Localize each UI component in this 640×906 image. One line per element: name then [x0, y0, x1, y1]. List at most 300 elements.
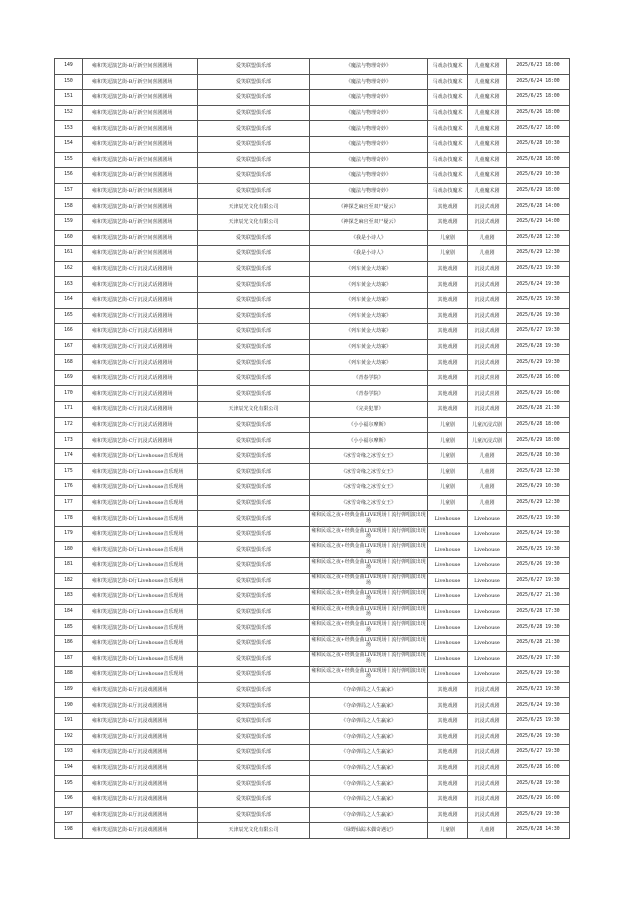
- row-number-cell: 166: [55, 324, 83, 340]
- table-row: [55, 277, 570, 293]
- category-cell: Livehouse: [428, 589, 468, 605]
- category-cell: 其他戏剧: [428, 339, 468, 355]
- venue-cell: 雍和笑逗演艺街-E厅沉浸戏剧剧场: [83, 745, 198, 761]
- table-row: [55, 573, 570, 589]
- showtime-cell: 2025/6/28 19:30: [507, 620, 570, 636]
- row-number-cell: 167: [55, 339, 83, 355]
- row-number-cell: 178: [55, 511, 83, 527]
- showtime-cell: 2025/6/28 16:00: [507, 370, 570, 386]
- show-title-cell: 《神探芝麻官至双尸疑云》: [310, 214, 428, 230]
- row-number-cell: 179: [55, 526, 83, 542]
- organizer-cell: 爱笑联盟俱乐部: [198, 495, 310, 511]
- show-title-cell: 雍和民谣之夜+经典金曲LIVE现场丨流行弹唱演出现场: [310, 667, 428, 683]
- venue-cell: 雍和笑逗演艺街-C厅沉浸式话剧剧场: [83, 292, 198, 308]
- show-title-cell: 《夺命弹局之人生赢家》: [310, 776, 428, 792]
- organizer-cell: 爱笑联盟俱乐部: [198, 277, 310, 293]
- table-row: [55, 246, 570, 262]
- venue-cell: 雍和笑逗演艺街-E厅沉浸戏剧剧场: [83, 682, 198, 698]
- show-title-cell: 《列车黄金大劫案》: [310, 324, 428, 340]
- table-row: [55, 355, 570, 371]
- subtype-cell: 儿童剧: [468, 823, 507, 839]
- showtime-cell: 2025/6/25 19:30: [507, 292, 570, 308]
- row-number-cell: 185: [55, 620, 83, 636]
- table-row: [55, 464, 570, 480]
- category-cell: 马戏杂技魔术: [428, 121, 468, 137]
- organizer-cell: 天津辰光文化有限公司: [198, 214, 310, 230]
- show-title-cell: 《夺命弹局之人生赢家》: [310, 682, 428, 698]
- organizer-cell: 爱笑联盟俱乐部: [198, 589, 310, 605]
- organizer-cell: 爱笑联盟俱乐部: [198, 745, 310, 761]
- venue-cell: 雍和笑逗演艺街-D厅Livehouse音乐现场: [83, 589, 198, 605]
- show-title-cell: 《列车黄金大劫案》: [310, 308, 428, 324]
- venue-cell: 雍和笑逗演艺街-C厅沉浸式话剧剧场: [83, 355, 198, 371]
- show-title-cell: 雍和民谣之夜+经典金曲LIVE现场丨流行弹唱演出现场: [310, 620, 428, 636]
- organizer-cell: 爱笑联盟俱乐部: [198, 760, 310, 776]
- category-cell: 其他戏剧: [428, 402, 468, 418]
- subtype-cell: Livehouse: [468, 589, 507, 605]
- row-number-cell: 170: [55, 386, 83, 402]
- table-row: [55, 152, 570, 168]
- venue-cell: 雍和笑逗演艺街-B厅新空间喜剧剧场: [83, 168, 198, 184]
- subtype-cell: 儿童魔术剧: [468, 183, 507, 199]
- category-cell: 马戏杂技魔术: [428, 105, 468, 121]
- category-cell: 其他戏剧: [428, 199, 468, 215]
- venue-cell: 雍和笑逗演艺街-B厅新空间喜剧剧场: [83, 214, 198, 230]
- show-title-cell: 《青春学院》: [310, 370, 428, 386]
- organizer-cell: 爱笑联盟俱乐部: [198, 511, 310, 527]
- subtype-cell: 沉浸式戏剧: [468, 199, 507, 215]
- show-title-cell: 《绿野仙踪木偶奇遇记》: [310, 823, 428, 839]
- table-row: [55, 511, 570, 527]
- showtime-cell: 2025/6/23 18:00: [507, 59, 570, 75]
- row-number-cell: 160: [55, 230, 83, 246]
- row-number-cell: 193: [55, 745, 83, 761]
- venue-cell: 雍和笑逗演艺街-D厅Livehouse音乐现场: [83, 573, 198, 589]
- category-cell: Livehouse: [428, 558, 468, 574]
- show-title-cell: 《冰雪奇缘之冰雪女王》: [310, 480, 428, 496]
- showtime-cell: 2025/6/24 19:30: [507, 277, 570, 293]
- organizer-cell: 爱笑联盟俱乐部: [198, 183, 310, 199]
- row-number-cell: 190: [55, 698, 83, 714]
- subtype-cell: Livehouse: [468, 558, 507, 574]
- venue-cell: 雍和笑逗演艺街-D厅Livehouse音乐现场: [83, 495, 198, 511]
- organizer-cell: 爱笑联盟俱乐部: [198, 635, 310, 651]
- table-row: [55, 433, 570, 449]
- table-row: [55, 230, 570, 246]
- show-title-cell: 《列车黄金大劫案》: [310, 355, 428, 371]
- table-row: [55, 199, 570, 215]
- row-number-cell: 177: [55, 495, 83, 511]
- venue-cell: 雍和笑逗演艺街-B厅新空间喜剧剧场: [83, 90, 198, 106]
- table-row: [55, 386, 570, 402]
- showtime-cell: 2025/6/25 19:30: [507, 713, 570, 729]
- category-cell: Livehouse: [428, 542, 468, 558]
- table-row: [55, 90, 570, 106]
- organizer-cell: 爱笑联盟俱乐部: [198, 776, 310, 792]
- subtype-cell: 儿童剧: [468, 230, 507, 246]
- category-cell: 马戏杂技魔术: [428, 168, 468, 184]
- showtime-cell: 2025/6/27 18:00: [507, 121, 570, 137]
- show-title-cell: 《魔法与物理奇妙》: [310, 136, 428, 152]
- category-cell: 其他戏剧: [428, 760, 468, 776]
- subtype-cell: 儿童魔术剧: [468, 59, 507, 75]
- venue-cell: 雍和笑逗演艺街-D厅Livehouse音乐现场: [83, 635, 198, 651]
- row-number-cell: 162: [55, 261, 83, 277]
- show-title-cell: 《冰雪奇缘之冰雪女王》: [310, 464, 428, 480]
- category-cell: 其他戏剧: [428, 386, 468, 402]
- show-title-cell: 《魔法与物理奇妙》: [310, 121, 428, 137]
- showtime-cell: 2025/6/28 21:30: [507, 635, 570, 651]
- subtype-cell: 沉浸式戏剧: [468, 807, 507, 823]
- row-number-cell: 157: [55, 183, 83, 199]
- show-title-cell: 《青春学院》: [310, 386, 428, 402]
- organizer-cell: 天津辰光文化有限公司: [198, 199, 310, 215]
- organizer-cell: 爱笑联盟俱乐部: [198, 370, 310, 386]
- show-title-cell: 《我是小诗人》: [310, 246, 428, 262]
- organizer-cell: 天津辰光文化有限公司: [198, 402, 310, 418]
- show-title-cell: 雍和民谣之夜+经典金曲LIVE现场丨流行弹唱演出现场: [310, 542, 428, 558]
- venue-cell: 雍和笑逗演艺街-E厅沉浸戏剧剧场: [83, 791, 198, 807]
- show-title-cell: 《神探芝麻官至双尸疑云》: [310, 199, 428, 215]
- row-number-cell: 159: [55, 214, 83, 230]
- show-title-cell: 《魔法与物理奇妙》: [310, 74, 428, 90]
- organizer-cell: 爱笑联盟俱乐部: [198, 121, 310, 137]
- venue-cell: 雍和笑逗演艺街-B厅新空间喜剧剧场: [83, 105, 198, 121]
- venue-cell: 雍和笑逗演艺街-E厅沉浸戏剧剧场: [83, 729, 198, 745]
- venue-cell: 雍和笑逗演艺街-D厅Livehouse音乐现场: [83, 604, 198, 620]
- table-row: [55, 214, 570, 230]
- category-cell: Livehouse: [428, 667, 468, 683]
- category-cell: 马戏杂技魔术: [428, 136, 468, 152]
- organizer-cell: 爱笑联盟俱乐部: [198, 651, 310, 667]
- show-title-cell: 《夺命弹局之人生赢家》: [310, 698, 428, 714]
- venue-cell: 雍和笑逗演艺街-C厅沉浸式话剧剧场: [83, 386, 198, 402]
- category-cell: 其他戏剧: [428, 698, 468, 714]
- category-cell: Livehouse: [428, 511, 468, 527]
- subtype-cell: 沉浸式戏剧: [468, 791, 507, 807]
- organizer-cell: 爱笑联盟俱乐部: [198, 230, 310, 246]
- row-number-cell: 195: [55, 776, 83, 792]
- category-cell: 马戏杂技魔术: [428, 152, 468, 168]
- category-cell: 其他戏剧: [428, 729, 468, 745]
- category-cell: 其他戏剧: [428, 713, 468, 729]
- venue-cell: 雍和笑逗演艺街-D厅Livehouse音乐现场: [83, 651, 198, 667]
- organizer-cell: 爱笑联盟俱乐部: [198, 246, 310, 262]
- row-number-cell: 181: [55, 558, 83, 574]
- subtype-cell: 沉浸式戏剧: [468, 339, 507, 355]
- category-cell: 儿童剧: [428, 246, 468, 262]
- show-title-cell: 《夺命弹局之人生赢家》: [310, 713, 428, 729]
- organizer-cell: 爱笑联盟俱乐部: [198, 682, 310, 698]
- show-title-cell: 《夺命弹局之人生赢家》: [310, 745, 428, 761]
- row-number-cell: 169: [55, 370, 83, 386]
- row-number-cell: 165: [55, 308, 83, 324]
- show-title-cell: 雍和民谣之夜+经典金曲LIVE现场丨流行弹唱演出现场: [310, 526, 428, 542]
- show-title-cell: 《魔法与物理奇妙》: [310, 59, 428, 75]
- venue-cell: 雍和笑逗演艺街-B厅新空间喜剧剧场: [83, 199, 198, 215]
- showtime-cell: 2025/6/23 19:30: [507, 261, 570, 277]
- subtype-cell: 沉浸式戏剧: [468, 698, 507, 714]
- table-row: [55, 292, 570, 308]
- showtime-cell: 2025/6/29 16:00: [507, 386, 570, 402]
- organizer-cell: 爱笑联盟俱乐部: [198, 324, 310, 340]
- subtype-cell: 儿童魔术剧: [468, 74, 507, 90]
- subtype-cell: 儿童魔术剧: [468, 152, 507, 168]
- row-number-cell: 158: [55, 199, 83, 215]
- table-row: [55, 729, 570, 745]
- table-row: [55, 417, 570, 433]
- subtype-cell: 沉浸式戏剧: [468, 745, 507, 761]
- organizer-cell: 爱笑联盟俱乐部: [198, 620, 310, 636]
- organizer-cell: 爱笑联盟俱乐部: [198, 729, 310, 745]
- subtype-cell: 沉浸式喜剧: [468, 386, 507, 402]
- category-cell: 儿童剧: [428, 433, 468, 449]
- venue-cell: 雍和笑逗演艺街-C厅沉浸式话剧剧场: [83, 433, 198, 449]
- organizer-cell: 爱笑联盟俱乐部: [198, 480, 310, 496]
- showtime-cell: 2025/6/29 19:30: [507, 355, 570, 371]
- showtime-cell: 2025/6/29 19:30: [507, 667, 570, 683]
- show-title-cell: 《小小福尔摩斯》: [310, 433, 428, 449]
- subtype-cell: 沉浸式戏剧: [468, 277, 507, 293]
- showtime-cell: 2025/6/29 10:30: [507, 480, 570, 496]
- subtype-cell: 儿童剧: [468, 448, 507, 464]
- subtype-cell: 沉浸式戏剧: [468, 402, 507, 418]
- table-row: [55, 807, 570, 823]
- show-title-cell: 《小小福尔摩斯》: [310, 417, 428, 433]
- showtime-cell: 2025/6/28 19:30: [507, 776, 570, 792]
- venue-cell: 雍和笑逗演艺街-B厅新空间喜剧剧场: [83, 152, 198, 168]
- venue-cell: 雍和笑逗演艺街-D厅Livehouse音乐现场: [83, 480, 198, 496]
- organizer-cell: 天津辰光文化有限公司: [198, 823, 310, 839]
- show-title-cell: 雍和民谣之夜+经典金曲LIVE现场丨流行弹唱演出现场: [310, 511, 428, 527]
- subtype-cell: Livehouse: [468, 604, 507, 620]
- table-row: [55, 402, 570, 418]
- venue-cell: 雍和笑逗演艺街-E厅沉浸戏剧剧场: [83, 823, 198, 839]
- showtime-cell: 2025/6/29 12:30: [507, 246, 570, 262]
- row-number-cell: 196: [55, 791, 83, 807]
- venue-cell: 雍和笑逗演艺街-E厅沉浸戏剧剧场: [83, 807, 198, 823]
- organizer-cell: 爱笑联盟俱乐部: [198, 355, 310, 371]
- organizer-cell: 爱笑联盟俱乐部: [198, 433, 310, 449]
- row-number-cell: 173: [55, 433, 83, 449]
- showtime-cell: 2025/6/27 19:30: [507, 745, 570, 761]
- row-number-cell: 151: [55, 90, 83, 106]
- show-title-cell: 《夺命弹局之人生赢家》: [310, 791, 428, 807]
- table-row: [55, 682, 570, 698]
- subtype-cell: Livehouse: [468, 573, 507, 589]
- show-title-cell: 雍和民谣之夜+经典金曲LIVE现场丨流行弹唱演出现场: [310, 558, 428, 574]
- showtime-cell: 2025/6/23 19:30: [507, 511, 570, 527]
- show-title-cell: 《魔法与物理奇妙》: [310, 152, 428, 168]
- row-number-cell: 180: [55, 542, 83, 558]
- venue-cell: 雍和笑逗演艺街-C厅沉浸式话剧剧场: [83, 277, 198, 293]
- organizer-cell: 爱笑联盟俱乐部: [198, 448, 310, 464]
- table-row: [55, 823, 570, 839]
- table-row: [55, 448, 570, 464]
- showtime-cell: 2025/6/24 19:30: [507, 526, 570, 542]
- category-cell: 其他戏剧: [428, 308, 468, 324]
- showtime-cell: 2025/6/28 14:00: [507, 199, 570, 215]
- subtype-cell: 儿童剧: [468, 464, 507, 480]
- showtime-cell: 2025/6/27 21:30: [507, 589, 570, 605]
- category-cell: 儿童剧: [428, 230, 468, 246]
- category-cell: 马戏杂技魔术: [428, 59, 468, 75]
- show-title-cell: 《完美犯罪》: [310, 402, 428, 418]
- organizer-cell: 爱笑联盟俱乐部: [198, 74, 310, 90]
- subtype-cell: 沉浸式戏剧: [468, 776, 507, 792]
- show-title-cell: 《冰雪奇缘之冰雪女王》: [310, 448, 428, 464]
- row-number-cell: 197: [55, 807, 83, 823]
- organizer-cell: 爱笑联盟俱乐部: [198, 542, 310, 558]
- category-cell: 儿童剧: [428, 417, 468, 433]
- showtime-cell: 2025/6/26 18:00: [507, 105, 570, 121]
- venue-cell: 雍和笑逗演艺街-D厅Livehouse音乐现场: [83, 542, 198, 558]
- table-row: [55, 339, 570, 355]
- row-number-cell: 150: [55, 74, 83, 90]
- showtime-cell: 2025/6/29 10:30: [507, 168, 570, 184]
- show-title-cell: 《魔法与物理奇妙》: [310, 183, 428, 199]
- performance-schedule-table: [54, 58, 570, 839]
- row-number-cell: 153: [55, 121, 83, 137]
- venue-cell: 雍和笑逗演艺街-B厅新空间喜剧剧场: [83, 74, 198, 90]
- table-row: [55, 183, 570, 199]
- venue-cell: 雍和笑逗演艺街-C厅沉浸式话剧剧场: [83, 417, 198, 433]
- subtype-cell: 儿童魔术剧: [468, 105, 507, 121]
- row-number-cell: 155: [55, 152, 83, 168]
- organizer-cell: 爱笑联盟俱乐部: [198, 791, 310, 807]
- category-cell: 其他戏剧: [428, 370, 468, 386]
- row-number-cell: 164: [55, 292, 83, 308]
- organizer-cell: 爱笑联盟俱乐部: [198, 667, 310, 683]
- venue-cell: 雍和笑逗演艺街-D厅Livehouse音乐现场: [83, 448, 198, 464]
- row-number-cell: 194: [55, 760, 83, 776]
- subtype-cell: 儿童魔术剧: [468, 90, 507, 106]
- category-cell: 其他戏剧: [428, 807, 468, 823]
- subtype-cell: 儿童沉浸式剧: [468, 417, 507, 433]
- organizer-cell: 爱笑联盟俱乐部: [198, 152, 310, 168]
- category-cell: 其他戏剧: [428, 682, 468, 698]
- table-row: [55, 168, 570, 184]
- show-title-cell: 《魔法与物理奇妙》: [310, 105, 428, 121]
- showtime-cell: 2025/6/29 17:30: [507, 651, 570, 667]
- show-title-cell: 雍和民谣之夜+经典金曲LIVE现场丨流行弹唱演出现场: [310, 589, 428, 605]
- category-cell: Livehouse: [428, 573, 468, 589]
- showtime-cell: 2025/6/24 18:00: [507, 74, 570, 90]
- table-row: [55, 542, 570, 558]
- subtype-cell: 沉浸式戏剧: [468, 324, 507, 340]
- row-number-cell: 182: [55, 573, 83, 589]
- category-cell: 其他戏剧: [428, 292, 468, 308]
- organizer-cell: 爱笑联盟俱乐部: [198, 526, 310, 542]
- subtype-cell: Livehouse: [468, 667, 507, 683]
- show-title-cell: 雍和民谣之夜+经典金曲LIVE现场丨流行弹唱演出现场: [310, 573, 428, 589]
- table-row: [55, 480, 570, 496]
- category-cell: 儿童剧: [428, 464, 468, 480]
- schedule-table-body: [55, 59, 570, 839]
- showtime-cell: 2025/6/28 10:30: [507, 136, 570, 152]
- subtype-cell: Livehouse: [468, 542, 507, 558]
- table-row: [55, 791, 570, 807]
- venue-cell: 雍和笑逗演艺街-E厅沉浸戏剧剧场: [83, 776, 198, 792]
- row-number-cell: 175: [55, 464, 83, 480]
- subtype-cell: 沉浸式戏剧: [468, 682, 507, 698]
- show-title-cell: 雍和民谣之夜+经典金曲LIVE现场丨流行弹唱演出现场: [310, 604, 428, 620]
- table-row: [55, 261, 570, 277]
- organizer-cell: 爱笑联盟俱乐部: [198, 417, 310, 433]
- row-number-cell: 183: [55, 589, 83, 605]
- row-number-cell: 149: [55, 59, 83, 75]
- row-number-cell: 174: [55, 448, 83, 464]
- category-cell: 儿童剧: [428, 823, 468, 839]
- subtype-cell: Livehouse: [468, 651, 507, 667]
- category-cell: Livehouse: [428, 651, 468, 667]
- subtype-cell: 儿童沉浸式剧: [468, 433, 507, 449]
- organizer-cell: 爱笑联盟俱乐部: [198, 292, 310, 308]
- row-number-cell: 163: [55, 277, 83, 293]
- showtime-cell: 2025/6/23 19:30: [507, 682, 570, 698]
- venue-cell: 雍和笑逗演艺街-B厅新空间喜剧剧场: [83, 183, 198, 199]
- show-title-cell: 雍和民谣之夜+经典金曲LIVE现场丨流行弹唱演出现场: [310, 635, 428, 651]
- row-number-cell: 176: [55, 480, 83, 496]
- row-number-cell: 161: [55, 246, 83, 262]
- subtype-cell: Livehouse: [468, 526, 507, 542]
- row-number-cell: 168: [55, 355, 83, 371]
- show-title-cell: 《我是小诗人》: [310, 230, 428, 246]
- showtime-cell: 2025/6/29 18:00: [507, 183, 570, 199]
- showtime-cell: 2025/6/24 19:30: [507, 698, 570, 714]
- subtype-cell: Livehouse: [468, 620, 507, 636]
- venue-cell: 雍和笑逗演艺街-D厅Livehouse音乐现场: [83, 667, 198, 683]
- showtime-cell: 2025/6/28 18:00: [507, 152, 570, 168]
- category-cell: 其他戏剧: [428, 324, 468, 340]
- organizer-cell: 爱笑联盟俱乐部: [198, 90, 310, 106]
- table-row: [55, 136, 570, 152]
- category-cell: 马戏杂技魔术: [428, 74, 468, 90]
- row-number-cell: 198: [55, 823, 83, 839]
- category-cell: 其他戏剧: [428, 355, 468, 371]
- table-row: [55, 760, 570, 776]
- row-number-cell: 186: [55, 635, 83, 651]
- category-cell: Livehouse: [428, 604, 468, 620]
- show-title-cell: 《夺命弹局之人生赢家》: [310, 760, 428, 776]
- venue-cell: 雍和笑逗演艺街-D厅Livehouse音乐现场: [83, 526, 198, 542]
- table-row: [55, 105, 570, 121]
- table-row: [55, 713, 570, 729]
- table-row: [55, 308, 570, 324]
- subtype-cell: Livehouse: [468, 511, 507, 527]
- show-title-cell: 《列车黄金大劫案》: [310, 277, 428, 293]
- table-row: [55, 651, 570, 667]
- row-number-cell: 191: [55, 713, 83, 729]
- showtime-cell: 2025/6/29 19:30: [507, 807, 570, 823]
- showtime-cell: 2025/6/29 12:30: [507, 495, 570, 511]
- showtime-cell: 2025/6/28 18:00: [507, 417, 570, 433]
- organizer-cell: 爱笑联盟俱乐部: [198, 713, 310, 729]
- table-row: [55, 698, 570, 714]
- showtime-cell: 2025/6/28 17:30: [507, 604, 570, 620]
- category-cell: 马戏杂技魔术: [428, 183, 468, 199]
- row-number-cell: 154: [55, 136, 83, 152]
- venue-cell: 雍和笑逗演艺街-B厅新空间喜剧剧场: [83, 121, 198, 137]
- table-row: [55, 604, 570, 620]
- organizer-cell: 爱笑联盟俱乐部: [198, 464, 310, 480]
- showtime-cell: 2025/6/29 18:00: [507, 433, 570, 449]
- category-cell: Livehouse: [428, 526, 468, 542]
- category-cell: Livehouse: [428, 635, 468, 651]
- show-title-cell: 《列车黄金大劫案》: [310, 261, 428, 277]
- showtime-cell: 2025/6/28 16:00: [507, 760, 570, 776]
- table-row: [55, 495, 570, 511]
